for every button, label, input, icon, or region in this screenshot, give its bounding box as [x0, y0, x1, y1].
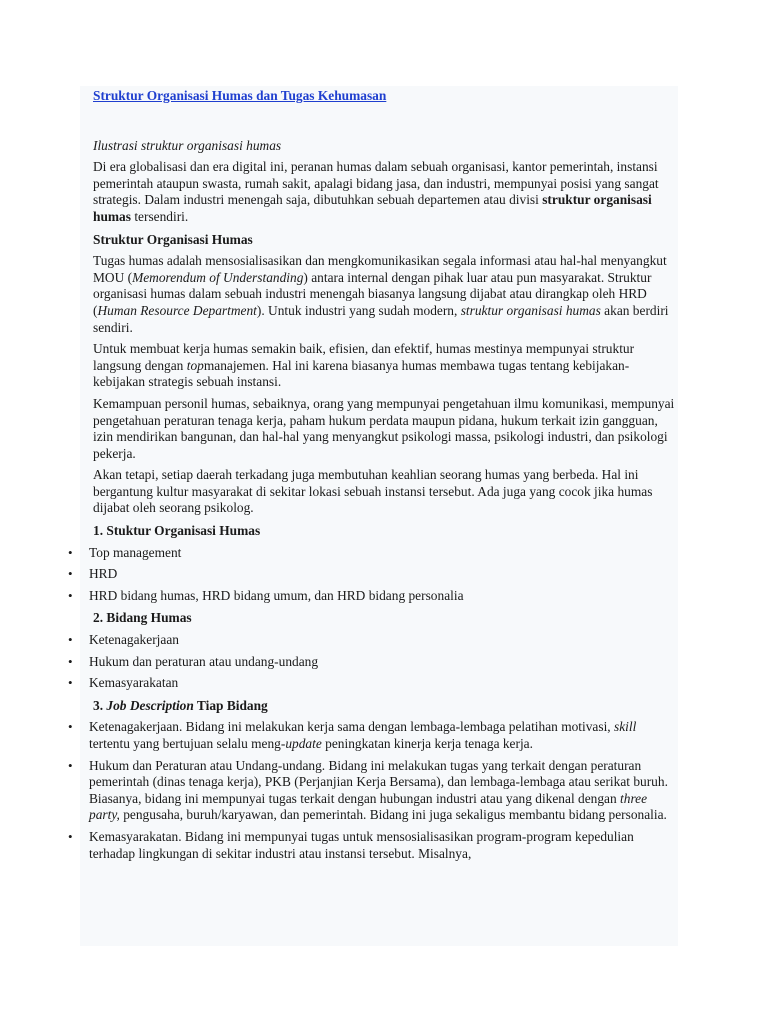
text-run: manajemen. Hal ini karena biasanya humas membawa tugas tentang kebijakan-kebijakan strategis sebuah instansi. — [93, 357, 630, 390]
paragraph-tugas-humas — [93, 253, 678, 336]
text-run: akan berdiri sendiri. — [93, 302, 669, 335]
text-run: Untuk membuat kerja humas semakin baik, efisien, dan efektif, humas mestinya mempunyai struktur langsung dengan — [93, 341, 635, 373]
italic-term: Memorendum of Understanding — [132, 269, 304, 285]
text-run: pengusaha, buruh/karyawan, dan pemerintah. Bidang ini juga sekaligus membantu bidang personalia. — [119, 807, 667, 823]
paragraph-kemampuan: Kemampuan personil humas, sebaiknya, orang yang mempunyai pengetahuan ilmu komunikasi, mempunyai pengetahuan peraturan tenaga kerja, paham hukum perdata maupun pidana, hukum terkait izin gangguan, izin mendirikan bangunan, dan hal-hal yang menyangkut psikologi massa, psikologi industri, dan psikologi pekerja. — [93, 395, 675, 461]
text-run: peningkatan kinerja kerja tenaga kerja. — [321, 736, 533, 751]
bold-term: struktur organisasi humas — [93, 192, 652, 224]
text-run: Tugas humas adalah mensosialisasikan dan mengkomunikasikan segala informasi atau hal-hal menyangkut MOU ( — [93, 253, 667, 285]
paragraph-kerja-humas — [93, 341, 678, 391]
list-item-text: HRD — [89, 566, 118, 582]
bullet-icon: • — [68, 719, 73, 735]
italic-term: three party, — [89, 790, 648, 823]
bullet-icon: • — [68, 757, 73, 773]
text-run: Ketenagakerjaan. Bidang ini melakukan kerja sama dengan lembaga-lembaga pelatihan motivasi, — [89, 719, 615, 735]
text-run: tersendiri. — [130, 208, 189, 224]
text-run: ) antara internal dengan pihak luar atau pun masyarakat. Struktur organisasi humas dalam sebuah industri menengah biasanya langsung dijabat atau dirangkap oleh HRD ( — [93, 269, 652, 318]
section-heading-1: 1. Stuktur Organisasi Humas — [93, 523, 261, 539]
bullet-icon: • — [68, 566, 73, 582]
bullet-icon: • — [68, 653, 73, 669]
list-item — [68, 544, 678, 562]
list-item — [68, 587, 678, 605]
section-heading-3 — [93, 698, 678, 715]
text-run: Di era globalisasi dan era digital ini, peranan humas dalam sebuah organisasi, kantor pemerintah, instansi pemerintah ataupun swasta, rumah sakit, apalagi bidang jasa, dan industri, mempunyai posisi yang sangat strategis. Dalam industri menengah saja, dibutuhkan sebuah departemen atau divisi — [93, 159, 659, 208]
list-item — [68, 675, 678, 692]
section-heading-2: 2. Bidang Humas — [93, 610, 192, 626]
list-item — [68, 653, 678, 671]
list-bidang — [68, 632, 678, 692]
italic-term: skill — [614, 719, 637, 735]
list-item-text: Kemasyarakatan. Bidang ini mempunyai tugas untuk mensosialisasikan program-program kepedulian terhadap lingkungan di sekitar industri atau instansi tersebut. Misalnya, — [89, 828, 634, 861]
list-item — [68, 828, 678, 862]
bullet-icon: • — [68, 544, 73, 560]
text-run: Hukum dan Peraturan atau Undang-undang. Bidang ini melakukan tugas yang terkait dengan peraturan pemerintah (dinas tenaga kerja), PKB (Perjanjian Kerja Bersama), dan lembaga-lembaga atau serikat buruh. Biasanya, bidang ini mempunyai tugas terkait dengan hubungan industri atau yang dikenal dengan — [89, 757, 668, 806]
list-item-text: Ketenagakerjaan — [89, 632, 179, 648]
text-run: tertentu yang bertujuan selalu meng- — [89, 736, 286, 751]
list-struktur — [68, 544, 678, 605]
italic-term: top — [186, 357, 204, 373]
text-run: ). Untuk industri yang sudah modern, — [256, 302, 461, 318]
intro-paragraph — [93, 159, 678, 225]
list-item — [68, 719, 678, 752]
article-body — [68, 88, 678, 862]
list-item — [68, 566, 678, 583]
list-item-text: Kemasyarakatan — [89, 675, 179, 691]
bullet-icon: • — [68, 632, 73, 648]
list-item-text: HRD bidang humas, HRD bidang umum, dan HRD bidang personalia — [89, 587, 464, 603]
bullet-icon: • — [68, 587, 73, 603]
italic-term: struktur organisasi humas — [460, 302, 601, 318]
bullet-icon: • — [68, 828, 73, 844]
section-heading: Struktur Organisasi Humas — [93, 231, 253, 247]
list-item-text: Hukum dan peraturan atau undang-undang — [89, 653, 319, 669]
text-run: Tiap Bidang — [193, 697, 268, 713]
article-title-link[interactable]: Struktur Organisasi Humas dan Tugas Kehumasan — [93, 88, 387, 103]
image-caption: Ilustrasi struktur organisasi humas — [93, 137, 282, 153]
bullet-icon: • — [68, 675, 73, 691]
list-item — [68, 757, 678, 824]
text-run: 3. — [93, 697, 107, 713]
list-item — [68, 632, 678, 649]
list-item-text: Top management — [89, 544, 182, 560]
paragraph-daerah: Akan tetapi, setiap daerah terkadang juga membutuhan keahlian seorang humas yang berbeda. Hal ini bergantung kultur masyarakat di sekitar lokasi sebuah instansi tersebut. Ada juga yang cocok jika humas dijabat oleh seorang psikolog. — [93, 467, 653, 516]
italic-term: update — [285, 736, 322, 751]
italic-term: Job Description — [106, 697, 194, 713]
list-job-description — [68, 719, 678, 862]
italic-term: Human Resource Department — [97, 302, 257, 318]
